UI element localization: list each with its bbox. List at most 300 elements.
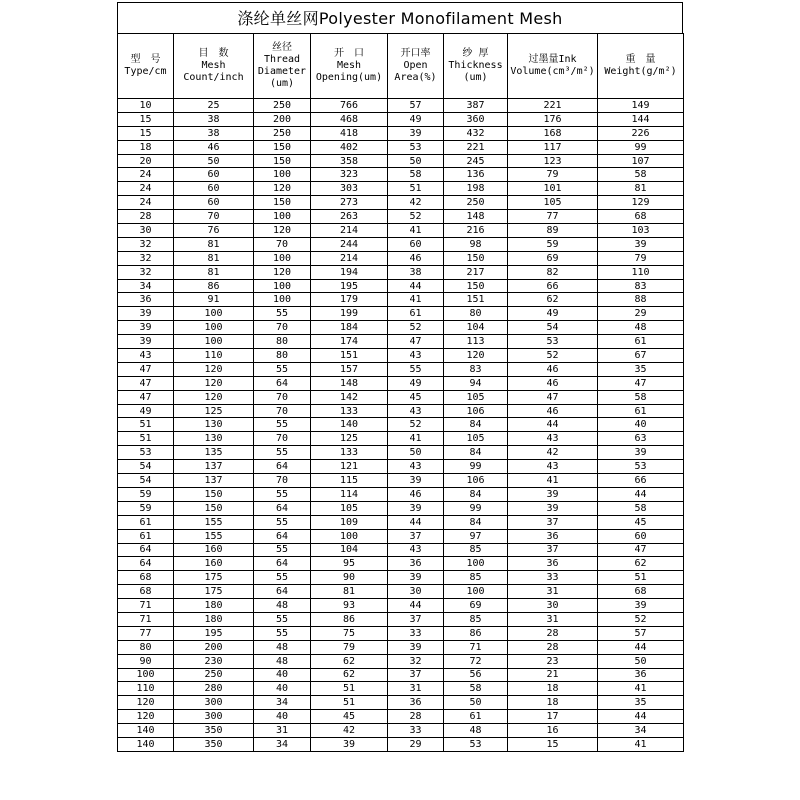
table-row	[118, 737, 684, 751]
cell-ink-volume: 77	[508, 210, 598, 224]
cell-thickness: 151	[444, 293, 508, 307]
cell-open-area: 42	[388, 196, 444, 210]
cell-open-area: 36	[388, 557, 444, 571]
cell-open-area: 53	[388, 140, 444, 154]
table-row	[118, 557, 684, 571]
cell-open-area: 50	[388, 154, 444, 168]
cell-type: 80	[118, 640, 174, 654]
column-header-line: Type/cm	[124, 66, 167, 77]
cell-open-area: 39	[388, 640, 444, 654]
cell-mesh-count: 38	[174, 112, 254, 126]
column-header-mesh-opening	[311, 34, 388, 99]
cell-mesh-opening: 174	[311, 335, 388, 349]
cell-thickness: 99	[444, 460, 508, 474]
cell-weight: 62	[598, 557, 684, 571]
cell-thickness: 113	[444, 335, 508, 349]
cell-open-area: 37	[388, 612, 444, 626]
cell-thread-diameter: 55	[254, 362, 311, 376]
column-header-line: 开 口	[334, 48, 364, 59]
cell-thickness: 432	[444, 126, 508, 140]
table-row	[118, 404, 684, 418]
cell-ink-volume: 89	[508, 224, 598, 238]
cell-thread-diameter: 70	[254, 474, 311, 488]
cell-thickness: 61	[444, 710, 508, 724]
cell-weight: 34	[598, 724, 684, 738]
cell-mesh-count: 81	[174, 251, 254, 265]
cell-thread-diameter: 64	[254, 460, 311, 474]
column-header-line: 目 数	[198, 48, 229, 59]
column-header-thickness	[444, 34, 508, 99]
cell-ink-volume: 54	[508, 321, 598, 335]
cell-thickness: 53	[444, 737, 508, 751]
table-row	[118, 654, 684, 668]
table-row	[118, 321, 684, 335]
cell-open-area: 52	[388, 418, 444, 432]
cell-mesh-opening: 199	[311, 307, 388, 321]
cell-ink-volume: 15	[508, 737, 598, 751]
cell-thickness: 217	[444, 265, 508, 279]
table-row	[118, 140, 684, 154]
cell-open-area: 44	[388, 515, 444, 529]
cell-ink-volume: 18	[508, 696, 598, 710]
cell-weight: 107	[598, 154, 684, 168]
cell-weight: 83	[598, 279, 684, 293]
cell-weight: 35	[598, 362, 684, 376]
cell-thickness: 245	[444, 154, 508, 168]
cell-mesh-opening: 100	[311, 529, 388, 543]
table-row	[118, 196, 684, 210]
cell-mesh-count: 130	[174, 418, 254, 432]
cell-thread-diameter: 31	[254, 724, 311, 738]
cell-ink-volume: 17	[508, 710, 598, 724]
cell-thickness: 94	[444, 376, 508, 390]
cell-type: 32	[118, 237, 174, 251]
cell-open-area: 46	[388, 487, 444, 501]
cell-mesh-opening: 125	[311, 432, 388, 446]
cell-mesh-opening: 303	[311, 182, 388, 196]
cell-type: 20	[118, 154, 174, 168]
column-header-line: Diameter	[257, 66, 307, 77]
cell-open-area: 51	[388, 182, 444, 196]
table-row	[118, 349, 684, 363]
cell-mesh-count: 120	[174, 390, 254, 404]
cell-mesh-opening: 109	[311, 515, 388, 529]
cell-mesh-count: 175	[174, 585, 254, 599]
cell-mesh-opening: 214	[311, 224, 388, 238]
cell-thickness: 69	[444, 599, 508, 613]
table-row	[118, 224, 684, 238]
cell-ink-volume: 39	[508, 487, 598, 501]
cell-thickness: 360	[444, 112, 508, 126]
cell-mesh-count: 175	[174, 571, 254, 585]
cell-thickness: 136	[444, 168, 508, 182]
cell-mesh-count: 91	[174, 293, 254, 307]
cell-thread-diameter: 80	[254, 335, 311, 349]
cell-weight: 48	[598, 321, 684, 335]
table-row	[118, 237, 684, 251]
cell-mesh-opening: 115	[311, 474, 388, 488]
table-row	[118, 99, 684, 113]
cell-weight: 58	[598, 390, 684, 404]
cell-mesh-count: 137	[174, 474, 254, 488]
cell-mesh-opening: 90	[311, 571, 388, 585]
cell-thickness: 85	[444, 612, 508, 626]
table-row	[118, 626, 684, 640]
cell-ink-volume: 82	[508, 265, 598, 279]
cell-type: 120	[118, 710, 174, 724]
cell-ink-volume: 41	[508, 474, 598, 488]
cell-mesh-opening: 184	[311, 321, 388, 335]
cell-open-area: 39	[388, 501, 444, 515]
cell-type: 120	[118, 696, 174, 710]
cell-thread-diameter: 100	[254, 168, 311, 182]
cell-thread-diameter: 150	[254, 140, 311, 154]
cell-type: 32	[118, 251, 174, 265]
cell-ink-volume: 30	[508, 599, 598, 613]
cell-weight: 35	[598, 696, 684, 710]
cell-mesh-count: 300	[174, 696, 254, 710]
cell-mesh-count: 180	[174, 612, 254, 626]
cell-mesh-count: 155	[174, 529, 254, 543]
cell-ink-volume: 31	[508, 612, 598, 626]
cell-thread-diameter: 70	[254, 432, 311, 446]
cell-thickness: 105	[444, 390, 508, 404]
cell-ink-volume: 37	[508, 515, 598, 529]
cell-thread-diameter: 250	[254, 126, 311, 140]
cell-weight: 57	[598, 626, 684, 640]
cell-type: 54	[118, 474, 174, 488]
cell-thread-diameter: 55	[254, 418, 311, 432]
cell-thickness: 216	[444, 224, 508, 238]
table-row	[118, 251, 684, 265]
cell-weight: 110	[598, 265, 684, 279]
cell-thread-diameter: 34	[254, 696, 311, 710]
cell-type: 10	[118, 99, 174, 113]
cell-open-area: 37	[388, 529, 444, 543]
column-header-line: Volume(cm³/m²)	[510, 66, 595, 77]
cell-thickness: 150	[444, 251, 508, 265]
table-row	[118, 210, 684, 224]
cell-thread-diameter: 48	[254, 654, 311, 668]
cell-ink-volume: 28	[508, 640, 598, 654]
cell-ink-volume: 66	[508, 279, 598, 293]
cell-type: 49	[118, 404, 174, 418]
cell-thickness: 104	[444, 321, 508, 335]
cell-weight: 68	[598, 210, 684, 224]
cell-mesh-opening: 468	[311, 112, 388, 126]
cell-thread-diameter: 100	[254, 279, 311, 293]
table-row	[118, 668, 684, 682]
cell-thread-diameter: 55	[254, 307, 311, 321]
cell-open-area: 33	[388, 724, 444, 738]
cell-open-area: 52	[388, 210, 444, 224]
cell-weight: 79	[598, 251, 684, 265]
cell-mesh-opening: 45	[311, 710, 388, 724]
cell-mesh-count: 130	[174, 432, 254, 446]
cell-type: 68	[118, 571, 174, 585]
cell-open-area: 44	[388, 279, 444, 293]
cell-ink-volume: 46	[508, 376, 598, 390]
cell-ink-volume: 36	[508, 529, 598, 543]
column-header-thread-diameter	[254, 34, 311, 99]
column-header-line: 开口率	[400, 48, 431, 59]
table-row	[118, 307, 684, 321]
cell-thickness: 221	[444, 140, 508, 154]
cell-type: 51	[118, 418, 174, 432]
cell-mesh-opening: 121	[311, 460, 388, 474]
cell-thread-diameter: 150	[254, 196, 311, 210]
table-row	[118, 154, 684, 168]
cell-thread-diameter: 64	[254, 376, 311, 390]
column-header-line: 纱 厚	[462, 48, 489, 59]
cell-mesh-opening: 194	[311, 265, 388, 279]
cell-ink-volume: 62	[508, 293, 598, 307]
cell-thread-diameter: 70	[254, 237, 311, 251]
cell-ink-volume: 28	[508, 626, 598, 640]
cell-thread-diameter: 55	[254, 487, 311, 501]
cell-thickness: 80	[444, 307, 508, 321]
cell-thread-diameter: 80	[254, 349, 311, 363]
cell-type: 64	[118, 557, 174, 571]
cell-ink-volume: 37	[508, 543, 598, 557]
cell-ink-volume: 123	[508, 154, 598, 168]
column-header-line: (um)	[463, 72, 488, 83]
cell-type: 39	[118, 335, 174, 349]
cell-thickness: 98	[444, 237, 508, 251]
cell-open-area: 39	[388, 474, 444, 488]
cell-type: 77	[118, 626, 174, 640]
cell-type: 59	[118, 487, 174, 501]
cell-mesh-count: 76	[174, 224, 254, 238]
cell-ink-volume: 36	[508, 557, 598, 571]
cell-ink-volume: 16	[508, 724, 598, 738]
cell-weight: 61	[598, 404, 684, 418]
cell-weight: 149	[598, 99, 684, 113]
cell-weight: 44	[598, 640, 684, 654]
cell-mesh-count: 137	[174, 460, 254, 474]
table-row	[118, 640, 684, 654]
cell-thread-diameter: 120	[254, 182, 311, 196]
cell-mesh-opening: 273	[311, 196, 388, 210]
cell-mesh-count: 200	[174, 640, 254, 654]
cell-weight: 67	[598, 349, 684, 363]
cell-weight: 226	[598, 126, 684, 140]
cell-type: 30	[118, 224, 174, 238]
column-header-line: 过墨量Ink	[528, 54, 577, 65]
cell-thickness: 387	[444, 99, 508, 113]
cell-weight: 88	[598, 293, 684, 307]
cell-thread-diameter: 40	[254, 710, 311, 724]
cell-type: 39	[118, 307, 174, 321]
cell-mesh-opening: 766	[311, 99, 388, 113]
table-row	[118, 112, 684, 126]
cell-weight: 60	[598, 529, 684, 543]
cell-weight: 99	[598, 140, 684, 154]
cell-thread-diameter: 40	[254, 682, 311, 696]
cell-open-area: 52	[388, 321, 444, 335]
cell-mesh-count: 110	[174, 349, 254, 363]
cell-mesh-opening: 39	[311, 737, 388, 751]
table-row	[118, 696, 684, 710]
cell-ink-volume: 221	[508, 99, 598, 113]
cell-open-area: 45	[388, 390, 444, 404]
cell-thread-diameter: 100	[254, 251, 311, 265]
cell-type: 15	[118, 112, 174, 126]
cell-open-area: 30	[388, 585, 444, 599]
cell-thread-diameter: 55	[254, 612, 311, 626]
cell-ink-volume: 39	[508, 501, 598, 515]
cell-thickness: 150	[444, 279, 508, 293]
cell-thickness: 86	[444, 626, 508, 640]
cell-weight: 61	[598, 335, 684, 349]
cell-thickness: 71	[444, 640, 508, 654]
table-row	[118, 612, 684, 626]
table-row	[118, 446, 684, 460]
cell-open-area: 46	[388, 251, 444, 265]
cell-type: 68	[118, 585, 174, 599]
table-row	[118, 265, 684, 279]
cell-thread-diameter: 70	[254, 404, 311, 418]
cell-mesh-count: 70	[174, 210, 254, 224]
cell-ink-volume: 21	[508, 668, 598, 682]
cell-type: 100	[118, 668, 174, 682]
cell-mesh-opening: 86	[311, 612, 388, 626]
cell-thread-diameter: 250	[254, 99, 311, 113]
cell-mesh-opening: 157	[311, 362, 388, 376]
cell-thickness: 198	[444, 182, 508, 196]
cell-mesh-opening: 75	[311, 626, 388, 640]
mesh-spec-sheet	[117, 2, 683, 752]
cell-ink-volume: 168	[508, 126, 598, 140]
cell-mesh-count: 250	[174, 668, 254, 682]
cell-thread-diameter: 55	[254, 626, 311, 640]
cell-mesh-opening: 51	[311, 682, 388, 696]
cell-open-area: 60	[388, 237, 444, 251]
cell-mesh-opening: 263	[311, 210, 388, 224]
cell-open-area: 43	[388, 543, 444, 557]
cell-thickness: 83	[444, 362, 508, 376]
cell-ink-volume: 46	[508, 404, 598, 418]
cell-open-area: 29	[388, 737, 444, 751]
table-row	[118, 418, 684, 432]
cell-open-area: 33	[388, 626, 444, 640]
cell-type: 54	[118, 460, 174, 474]
cell-weight: 58	[598, 501, 684, 515]
cell-mesh-count: 150	[174, 487, 254, 501]
cell-ink-volume: 43	[508, 432, 598, 446]
cell-mesh-count: 81	[174, 237, 254, 251]
cell-mesh-opening: 133	[311, 446, 388, 460]
cell-mesh-count: 81	[174, 265, 254, 279]
cell-mesh-count: 60	[174, 168, 254, 182]
cell-mesh-opening: 133	[311, 404, 388, 418]
cell-ink-volume: 49	[508, 307, 598, 321]
cell-type: 51	[118, 432, 174, 446]
cell-open-area: 28	[388, 710, 444, 724]
cell-mesh-count: 60	[174, 182, 254, 196]
cell-type: 47	[118, 362, 174, 376]
cell-mesh-count: 160	[174, 543, 254, 557]
cell-thickness: 58	[444, 682, 508, 696]
cell-mesh-count: 155	[174, 515, 254, 529]
table-row	[118, 376, 684, 390]
cell-mesh-count: 120	[174, 376, 254, 390]
cell-type: 64	[118, 543, 174, 557]
cell-mesh-opening: 62	[311, 668, 388, 682]
cell-type: 28	[118, 210, 174, 224]
cell-mesh-count: 46	[174, 140, 254, 154]
cell-weight: 41	[598, 737, 684, 751]
column-header-line: Open	[403, 60, 428, 71]
cell-weight: 81	[598, 182, 684, 196]
cell-mesh-count: 100	[174, 321, 254, 335]
cell-mesh-count: 38	[174, 126, 254, 140]
cell-weight: 44	[598, 487, 684, 501]
cell-type: 71	[118, 599, 174, 613]
cell-thread-diameter: 48	[254, 599, 311, 613]
cell-mesh-opening: 140	[311, 418, 388, 432]
cell-type: 53	[118, 446, 174, 460]
cell-mesh-opening: 93	[311, 599, 388, 613]
column-header-weight	[598, 34, 684, 99]
cell-weight: 39	[598, 599, 684, 613]
table-row	[118, 279, 684, 293]
cell-open-area: 41	[388, 224, 444, 238]
cell-type: 18	[118, 140, 174, 154]
cell-ink-volume: 69	[508, 251, 598, 265]
cell-thickness: 99	[444, 501, 508, 515]
cell-mesh-opening: 151	[311, 349, 388, 363]
cell-thickness: 148	[444, 210, 508, 224]
cell-weight: 68	[598, 585, 684, 599]
cell-thread-diameter: 100	[254, 293, 311, 307]
cell-thickness: 106	[444, 404, 508, 418]
table-row	[118, 515, 684, 529]
cell-ink-volume: 33	[508, 571, 598, 585]
cell-mesh-opening: 179	[311, 293, 388, 307]
cell-open-area: 49	[388, 376, 444, 390]
column-header-line: Weight(g/m²)	[604, 66, 677, 77]
cell-open-area: 39	[388, 126, 444, 140]
cell-open-area: 41	[388, 432, 444, 446]
table-row	[118, 585, 684, 599]
cell-weight: 41	[598, 682, 684, 696]
cell-open-area: 49	[388, 112, 444, 126]
cell-ink-volume: 44	[508, 418, 598, 432]
cell-thickness: 48	[444, 724, 508, 738]
table-row	[118, 293, 684, 307]
cell-thread-diameter: 55	[254, 515, 311, 529]
cell-thread-diameter: 34	[254, 737, 311, 751]
cell-weight: 45	[598, 515, 684, 529]
cell-thread-diameter: 55	[254, 571, 311, 585]
cell-thickness: 97	[444, 529, 508, 543]
cell-thread-diameter: 100	[254, 210, 311, 224]
table-row	[118, 126, 684, 140]
table-row	[118, 168, 684, 182]
cell-ink-volume: 53	[508, 335, 598, 349]
cell-thread-diameter: 70	[254, 390, 311, 404]
cell-type: 47	[118, 376, 174, 390]
cell-mesh-opening: 81	[311, 585, 388, 599]
cell-weight: 52	[598, 612, 684, 626]
cell-ink-volume: 105	[508, 196, 598, 210]
cell-thickness: 50	[444, 696, 508, 710]
cell-weight: 53	[598, 460, 684, 474]
cell-thread-diameter: 40	[254, 668, 311, 682]
cell-weight: 50	[598, 654, 684, 668]
cell-weight: 39	[598, 446, 684, 460]
